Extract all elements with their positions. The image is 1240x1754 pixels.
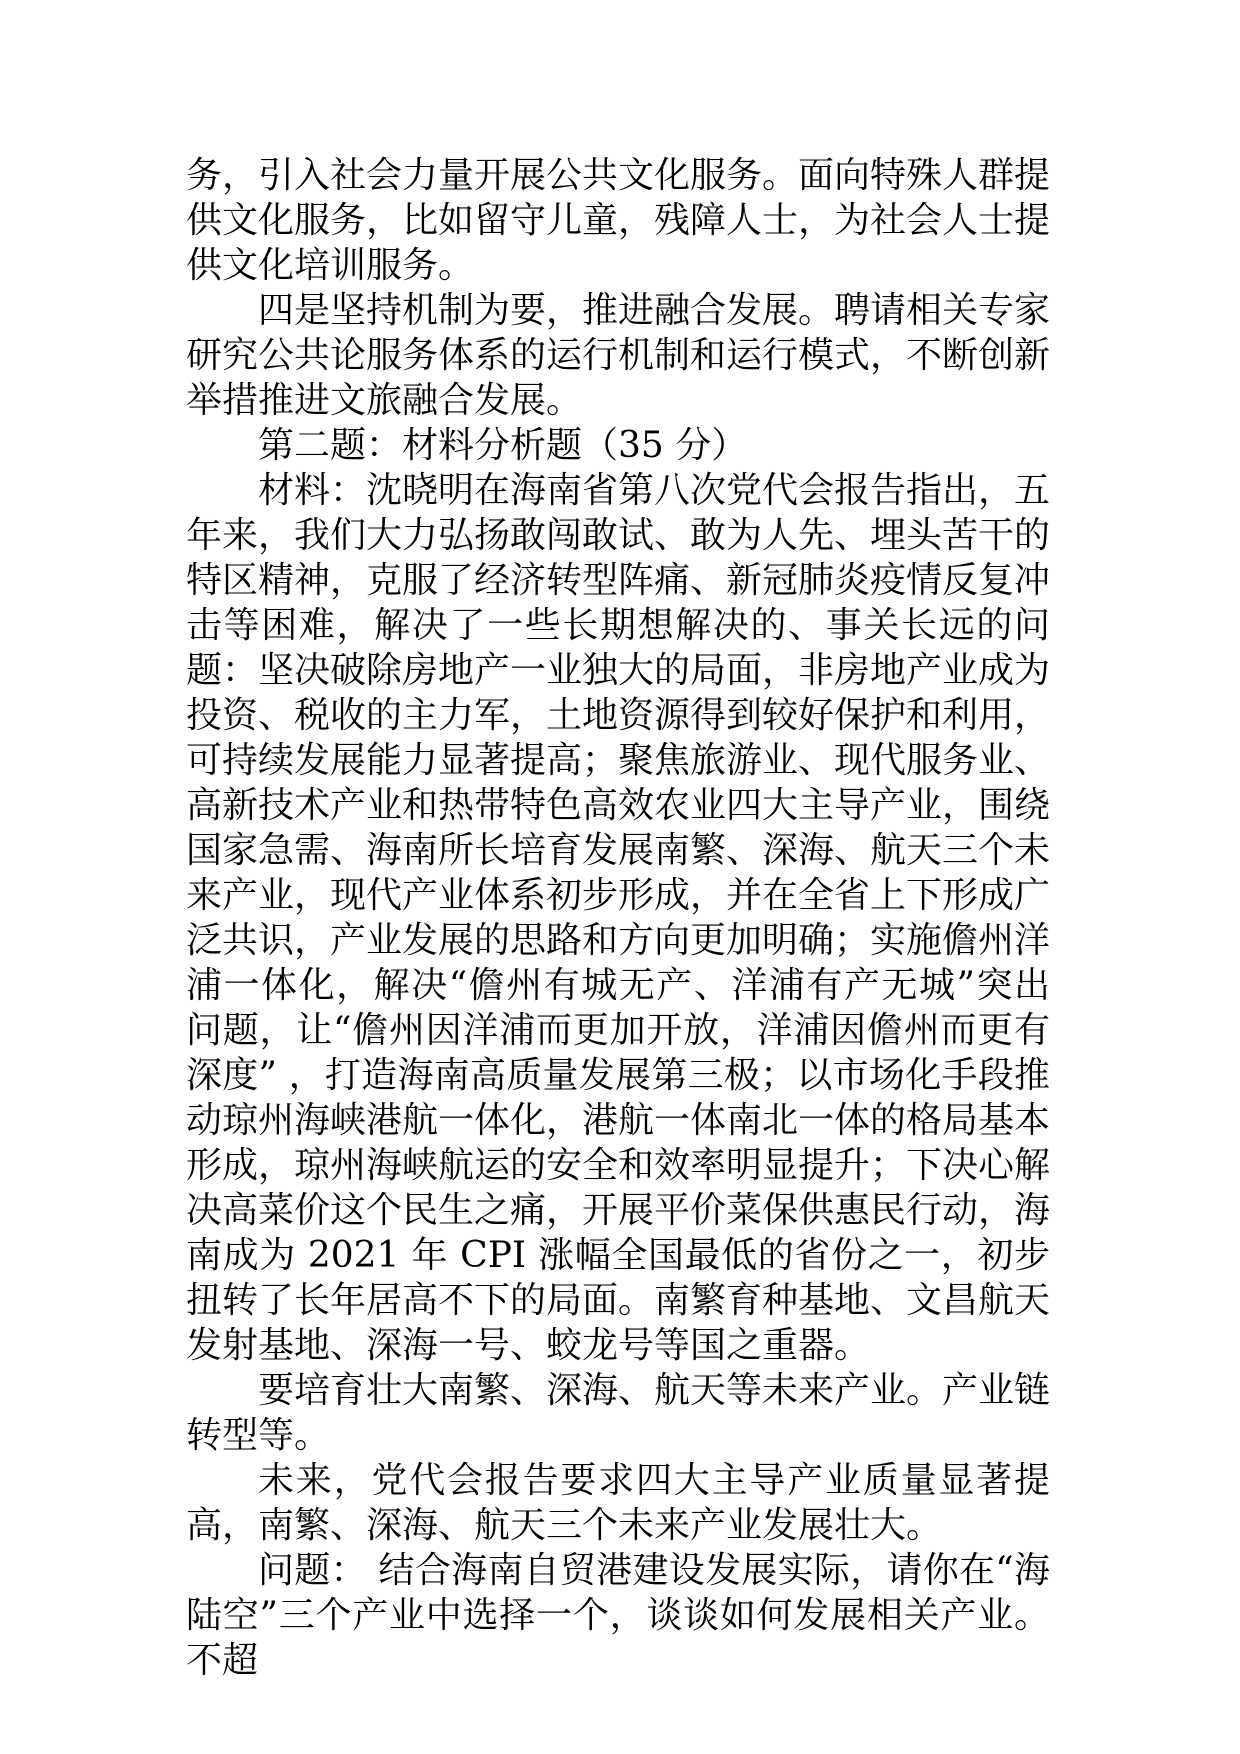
paragraph-continuation: 务，引入社会力量开展公共文化服务。面向特殊人群提供文化服务，比如留守儿童，残障人士，为社会人士提供文化培训服务。 <box>186 155 1051 286</box>
future-industry-paragraph: 要培育壮大南繁、深海、航天等未来产业。产业链转型等。 <box>186 1370 1051 1456</box>
future-outlook-paragraph: 未来，党代会报告要求四大主导产业质量显著提高，南繁、深海、航天三个未来产业发展壮大。 <box>186 1460 1050 1546</box>
question-paragraph: 问题： 结合海南自贸港建设发展实际，请你在“海陆空”三个产业中选择一个，谈谈如何发展相关产业。不超 <box>186 1550 1050 1681</box>
paragraph-mechanism: 四是坚持机制为要，推进融合发展。聘请相关专家研究公共论服务体系的运行机制和运行模式，不断创新举措推进文旅融合发展。 <box>186 290 1051 421</box>
document-body <box>186 153 1050 1683</box>
question-two-heading: 第二题：材料分析题（35 分） <box>258 425 748 466</box>
material-paragraph: 材料：沈晓明在海南省第八次党代会报告指出，五年来，我们大力弘扬敢闯敢试、敢为人先、埋头苦干的特区精神，克服了经济转型阵痛、新冠肺炎疫情反复冲击等困难，解决了一些长期想解决的、事关长远的问题：坚决破除房地产一业独大的局面，非房地产业成为投资、税收的主力军，土地资源得到较好保护和利用，可持续发展能力显著提高；聚焦旅游业、现代服务业、高新技术产业和热带特色高效农业四大主导产业，围绕国家急需、海南所长培育发展南繁、深海、航天三个未来产业，现代产业体系初步形成，并在全省上下形成广泛共识，产业发展的思路和方向更加明确；实施儋州洋浦一体化，解决“儋州有城无产、洋浦有产无城”突出问题，让“儋州因洋浦而更加开放，洋浦因儋州而更有深度” ，打造海南高质量发展第三极；以市场化手段推动琼州海峡港航一体化，港航一体南北一体的格局基本形成，琼州海峡航运的安全和效率明显提升；下决心解决高菜价这个民生之痛，开展平价菜保供惠民行动，海南成为 2021 年 CPI 涨幅全国最低的省份之一，初步扭转了长年居高不下的局面。南繁育种基地、文昌航天发射基地、深海一号、蛟龙号等国之重器。 <box>186 470 1051 1366</box>
